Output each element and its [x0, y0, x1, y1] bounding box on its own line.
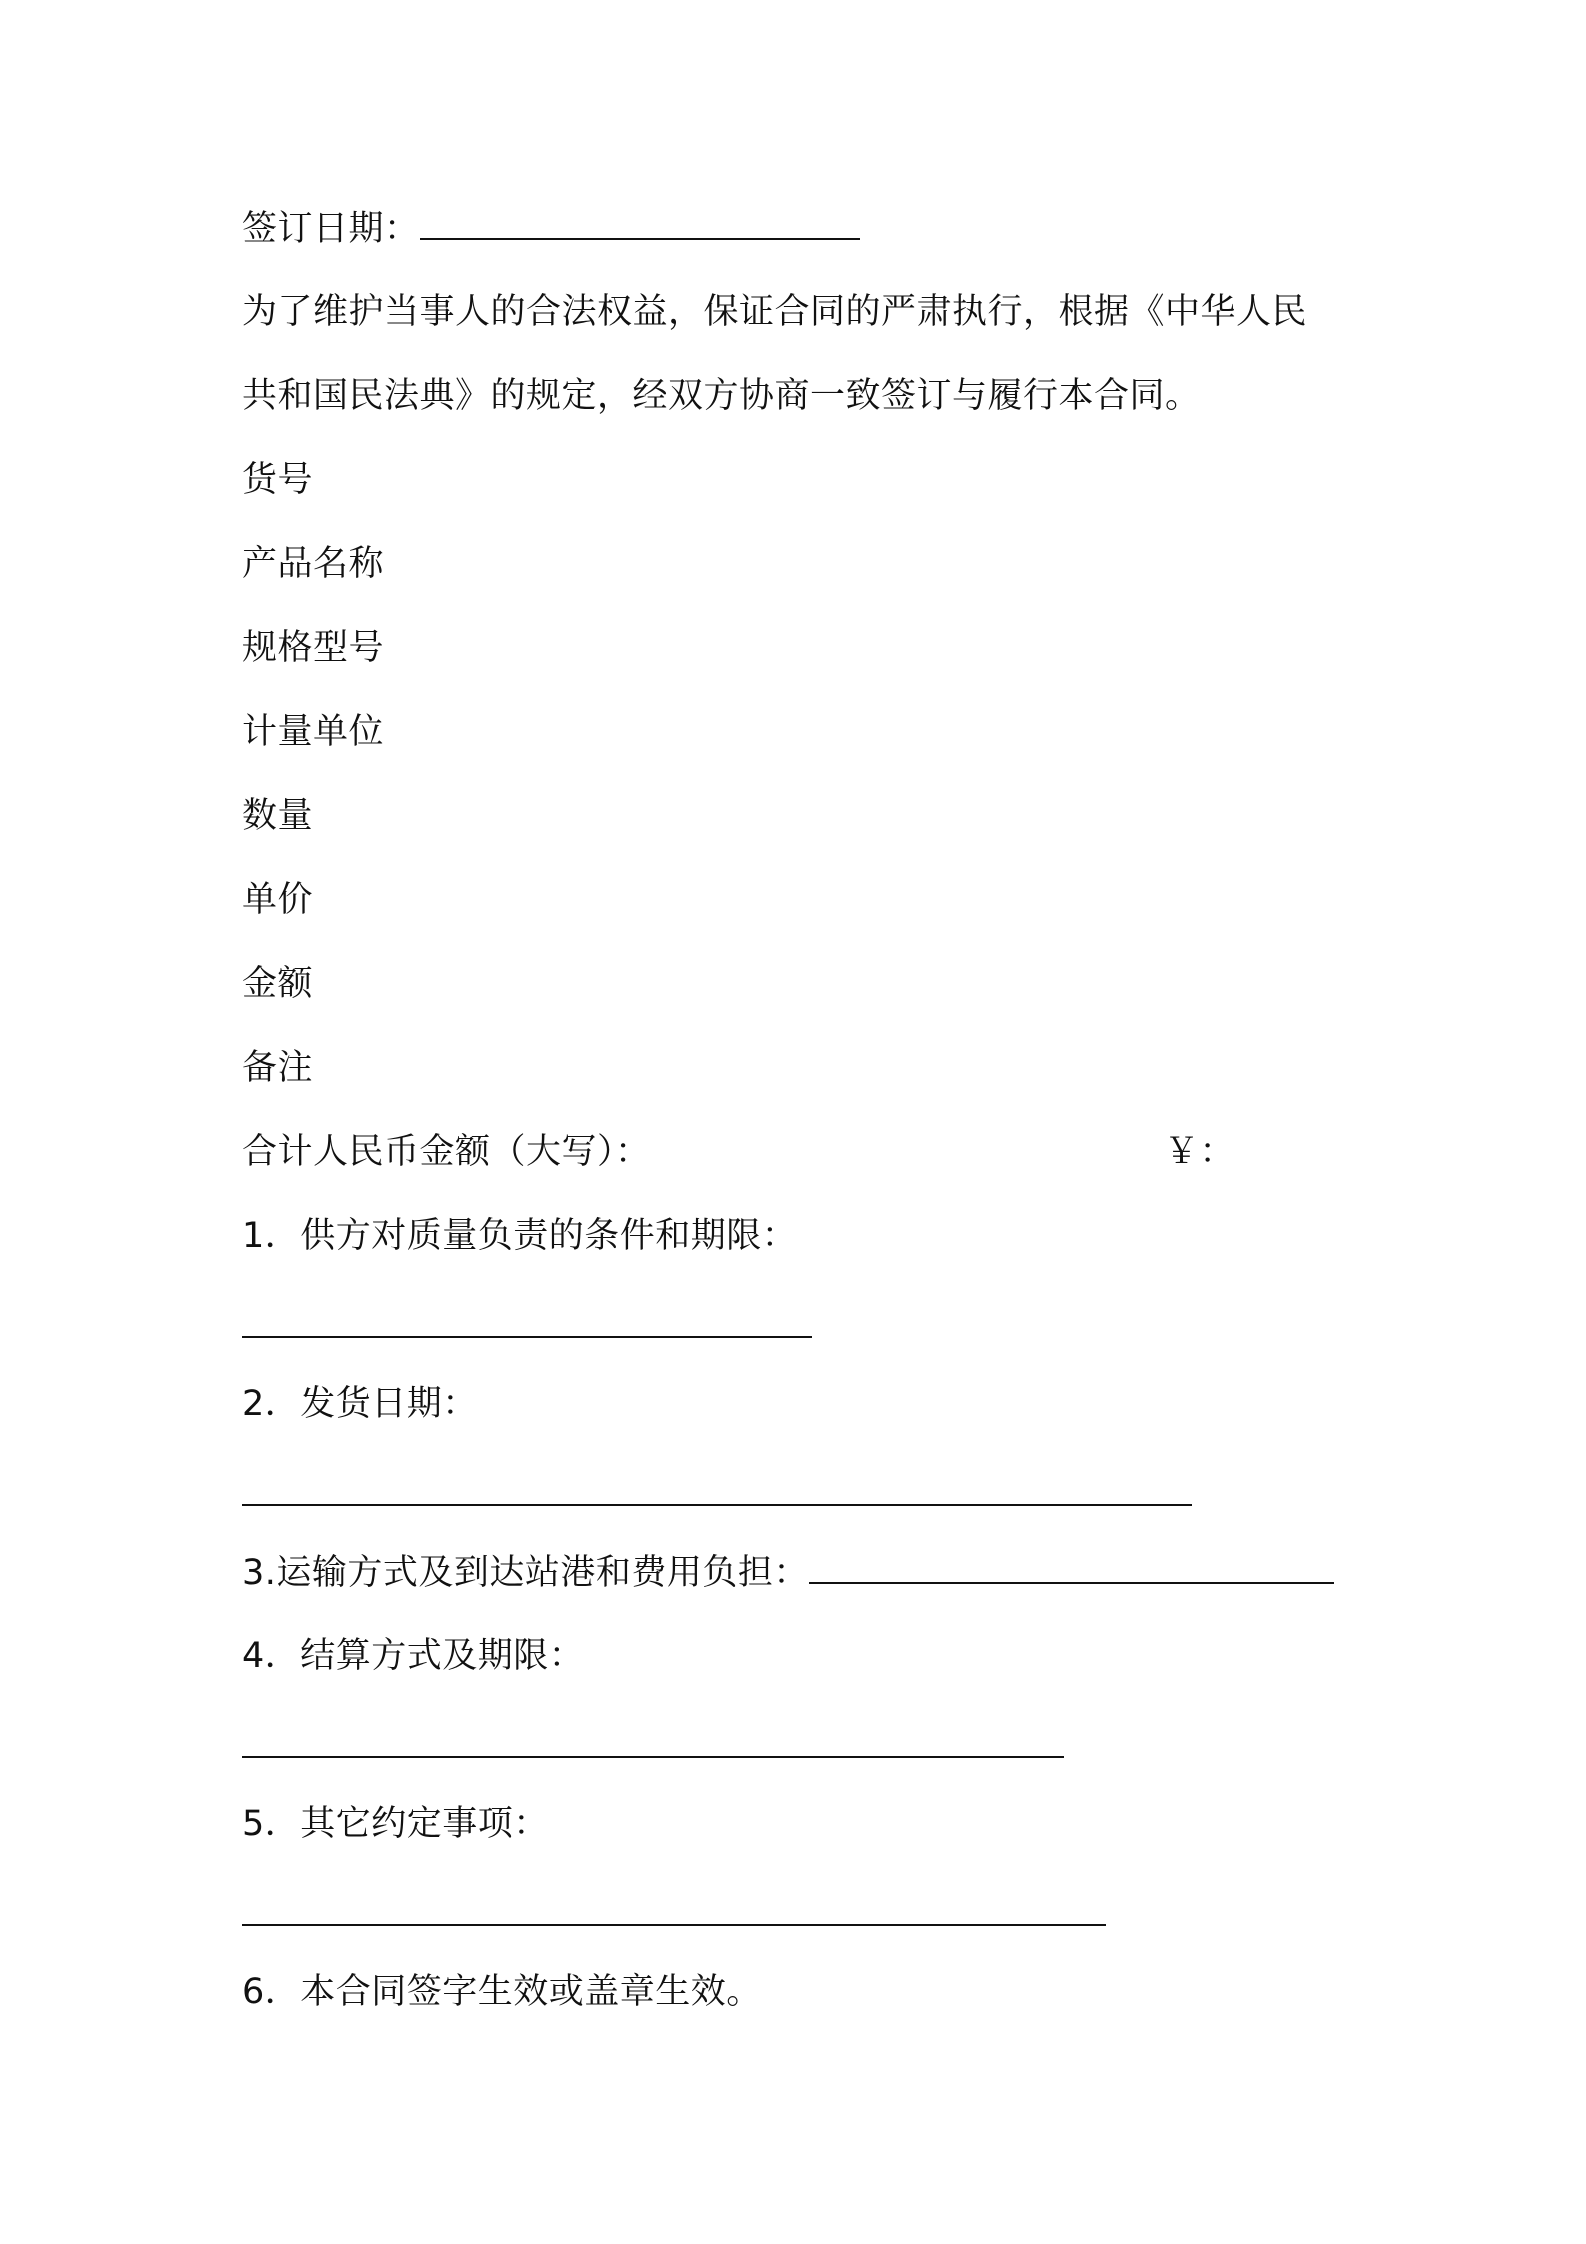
clause-1-blank[interactable] [242, 1336, 812, 1338]
field-quantity: 数量 [242, 796, 314, 836]
clause-1: 1．供方对质量负责的条件和期限： [242, 1216, 798, 1256]
clause-2-blank[interactable] [242, 1504, 1192, 1506]
clause-4-blank[interactable] [242, 1756, 1064, 1758]
sign-date-blank[interactable] [420, 204, 860, 240]
total-label: 合计人民币金额（大写）： [242, 1132, 651, 1172]
total-row [242, 1128, 1342, 1176]
clause-6: 6．本合同签字生效或盖章生效。 [242, 1972, 762, 2012]
clause-5: 5．其它约定事项： [242, 1804, 549, 1844]
field-product-name: 产品名称 [242, 544, 385, 584]
field-spec-model: 规格型号 [242, 628, 385, 668]
field-amount: 金额 [242, 964, 314, 1004]
sign-date-row [242, 204, 860, 253]
intro-line-1: 为了维护当事人的合法权益，保证合同的严肃执行，根据《中华人民 [242, 292, 1308, 332]
intro-line-2: 共和国民法典》的规定，经双方协商一致签订与履行本合同。 [242, 376, 1201, 416]
clause-4: 4．结算方式及期限： [242, 1636, 585, 1676]
sign-date-label: 签订日期： [242, 209, 420, 249]
field-unit: 计量单位 [242, 712, 385, 752]
field-item-number: 货号 [242, 460, 314, 500]
field-remarks: 备注 [242, 1048, 314, 1088]
clause-3: 3.运输方式及到达站港和费用负担： [242, 1553, 809, 1593]
clause-5-blank[interactable] [242, 1924, 1106, 1926]
clause-2: 2．发货日期： [242, 1384, 478, 1424]
clause-3-row [242, 1548, 1334, 1597]
field-unit-price: 单价 [242, 880, 314, 920]
clause-3-blank[interactable] [809, 1548, 1334, 1584]
yen-label: ￥： [1164, 1132, 1236, 1172]
